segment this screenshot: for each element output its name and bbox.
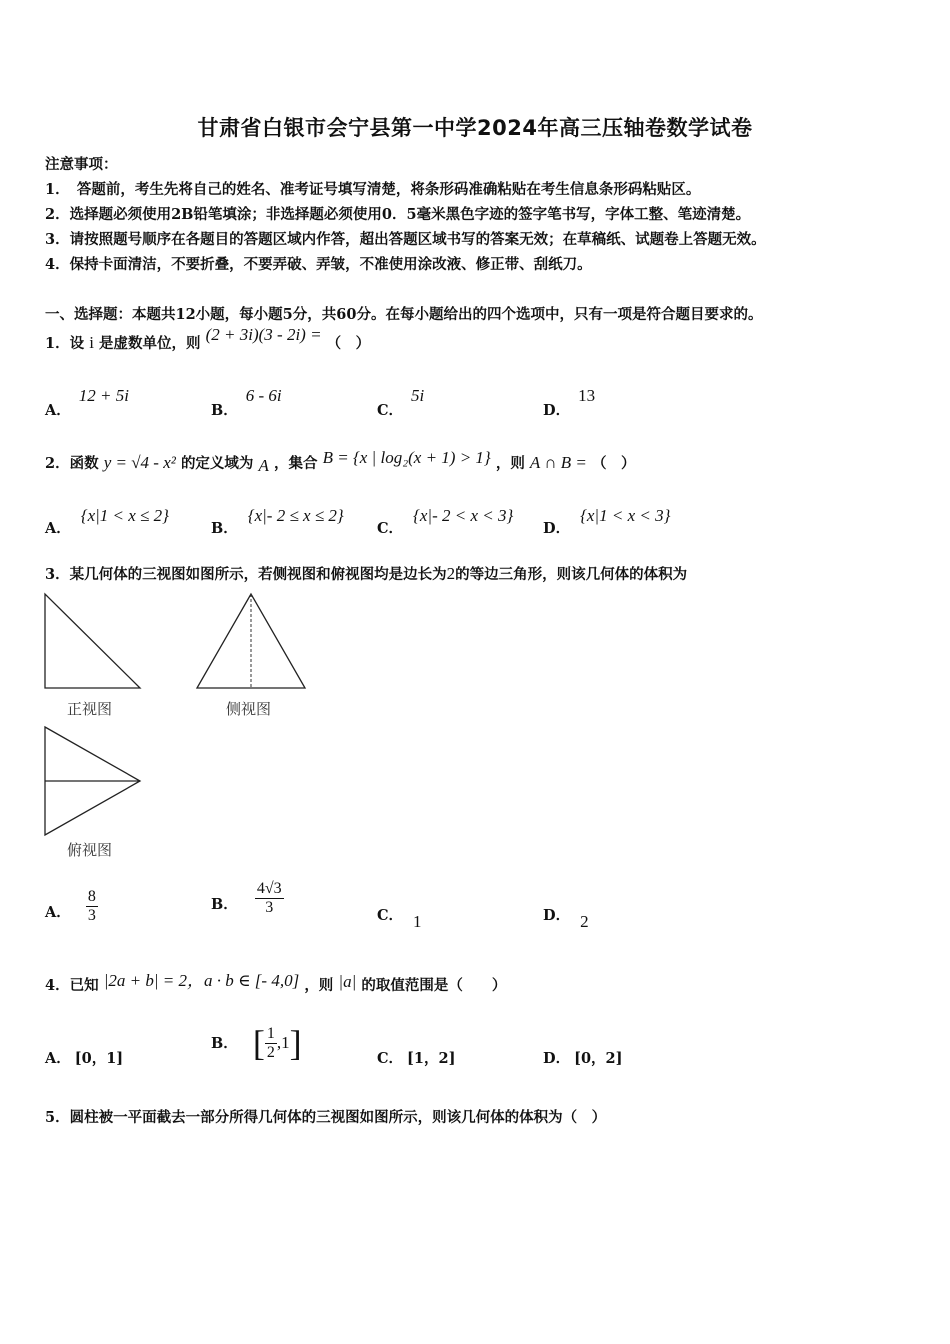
q2-text: 2．函数	[45, 455, 99, 472]
q2-option-b: B．{x|- 2 ≤ x ≤ 2}	[211, 506, 344, 537]
q2-option-c: C．{x|- 2 < x < 3}	[377, 506, 514, 537]
question-5-stem: 5．圆柱被一平面截去一部分所得几何体的三视图如图所示，则该几何体的体积为（ ）	[45, 1109, 607, 1126]
notice-item: 2．选择题必须使用2B铅笔填涂；非选择题必须使用0．5毫米黑色字迹的签字笔书写，字体工整、笔迹清楚。	[45, 206, 751, 223]
side-view-figure	[196, 593, 308, 693]
q4-option-a: A． [0，1]	[45, 1050, 124, 1067]
q3-option-d: D． 2	[543, 907, 589, 931]
q1-text: （ ）	[326, 335, 371, 352]
q2-set-a: A	[258, 456, 269, 475]
question-3-stem	[45, 563, 687, 584]
q4-option-c: C． [1，2]	[377, 1050, 456, 1067]
q1-text: 1．设	[45, 335, 85, 352]
top-view-caption: 俯视图	[67, 841, 113, 859]
notice-heading: 注意事项：	[45, 156, 118, 173]
fraction: $\frac{8}{3}$	[87, 888, 96, 924]
q4-option-b: B． [ $\frac{1}{2}$ ,1]	[211, 1023, 302, 1063]
q2-intersection: A ∩ B =	[529, 453, 587, 472]
front-view-caption: 正视图	[67, 700, 113, 718]
q2-option-d: D．{x|1 < x < 3}	[543, 506, 671, 537]
q3-option-c: C． 1	[377, 907, 422, 931]
notice-item: 4．保持卡面清洁，不要折叠，不要弄破、弄皱，不准使用涂改液、修正带、刮纸刀。	[45, 256, 592, 273]
q1-option-b: B．6 - 6i	[211, 386, 282, 419]
q2-text: ，集合	[274, 455, 318, 472]
q1-option-a: A．12 + 5i	[45, 386, 129, 419]
page-title: 甘肃省白银市会宁县第一中学2024年高三压轴卷数学试卷	[197, 116, 753, 140]
q3-option-a: A． $\frac{8}{3}$	[45, 888, 96, 924]
q1-option-d: D．13	[543, 386, 596, 419]
q2-text: 的定义域为	[180, 455, 254, 472]
side-view-caption: 侧视图	[226, 700, 272, 718]
question-1-stem	[45, 325, 371, 353]
q2-function: y = √4 - x²	[103, 453, 176, 472]
front-view-figure	[44, 593, 144, 693]
fraction: $\frac{1}{2}$	[266, 1024, 275, 1061]
q4-option-d: D． [0，2]	[543, 1050, 623, 1067]
q3-option-b: B． $\frac{4√3}{3}$	[211, 880, 282, 916]
fraction: $\frac{4√3}{3}$	[256, 880, 282, 916]
top-view-figure	[44, 726, 144, 838]
q1-expression: (2 + 3i)(3 - 2i) =	[205, 325, 322, 344]
bracket-left: [	[252, 1023, 265, 1063]
q1-text: 是虚数单位，则	[99, 335, 201, 352]
q4-condition: |2a + b| = 2，a · b ∈ [- 4,0]	[103, 971, 300, 990]
q4-text: 4．已知	[45, 977, 99, 994]
q3-number: 2	[446, 564, 456, 583]
q1-option-c: C．5i	[377, 386, 425, 419]
q4-text: ，则	[304, 977, 334, 994]
section-heading: 一、选择题：本题共12小题，每小题5分，共60分。在每小题给出的四个选项中，只有一项是符合题目要求的。	[45, 306, 763, 323]
q4-abs-a: |a|	[338, 972, 357, 991]
q3-text: 3．某几何体的三视图如图所示，若侧视图和俯视图均是边长为	[45, 566, 447, 583]
q4-text: 的取值范围是（ ）	[361, 977, 507, 994]
q3-text: 的等边三角形，则该几何体的体积为	[455, 566, 688, 583]
q2-option-a: A．{x|1 < x ≤ 2}	[45, 506, 169, 537]
question-2-stem	[45, 448, 636, 475]
question-4-stem	[45, 970, 506, 995]
q1-i: i	[89, 333, 94, 352]
q2-set-b: B = {x | log₂(x + 1) > 1}	[322, 448, 491, 467]
notice-item: 1． 答题前，考生先将自己的姓名、准考证号填写清楚，将条形码准确粘贴在考生信息条形码粘贴区。	[45, 181, 701, 198]
q2-text: （ ）	[591, 455, 636, 472]
front-view-triangle	[45, 594, 140, 688]
bracket-right: ]	[289, 1023, 302, 1063]
q2-text: ，则	[495, 455, 525, 472]
notice-item: 3．请按照题号顺序在各题目的答题区域内作答，超出答题区域书写的答案无效；在草稿纸、试题卷上答题无效。	[45, 231, 766, 248]
